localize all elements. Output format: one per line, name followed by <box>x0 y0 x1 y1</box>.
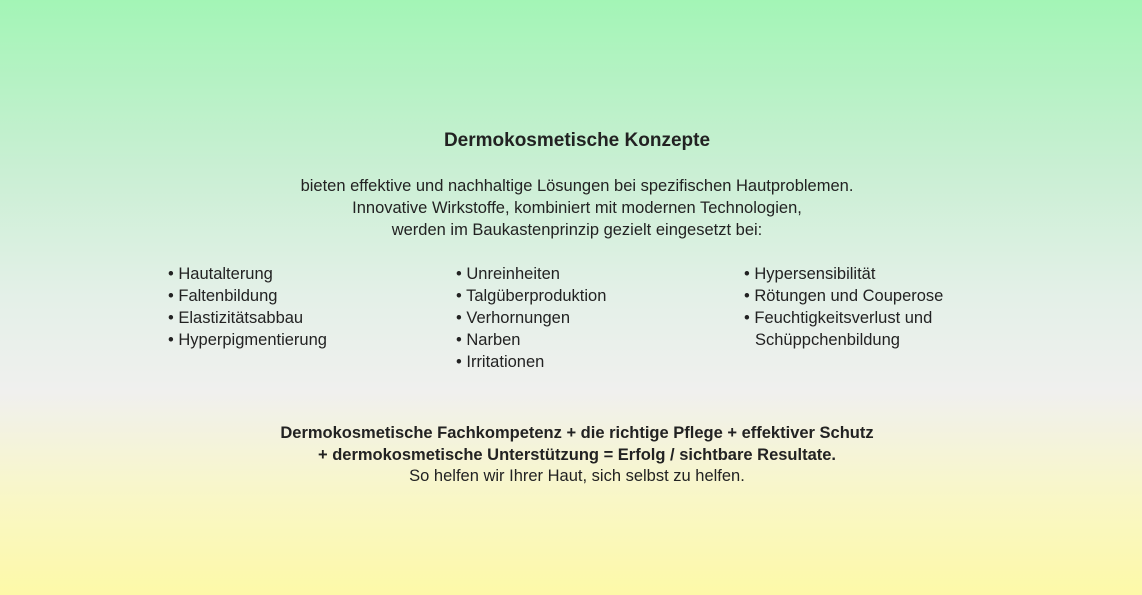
intro-line: werden im Baukastenprinzip gezielt eingesetzt bei: <box>391 221 763 239</box>
list-item: • Hyperpigmentierung <box>168 331 327 349</box>
list-item: • Elastizitätsabbau <box>168 309 304 327</box>
footer-summary <box>0 423 1142 488</box>
list-item: • Verhornungen <box>456 309 571 327</box>
list-item-continuation: Schüppchenbildung <box>755 331 900 349</box>
list-item: • Narben <box>456 331 521 349</box>
list-item: • Talgüberproduktion <box>456 287 607 305</box>
list-item: • Feuchtigkeitsverlust und <box>744 309 933 327</box>
footer-formula-line-1: Dermokosmetische Fachkompetenz + die richtige Pflege + effektiver Schutz <box>280 424 874 442</box>
list-item: • Unreinheiten <box>456 265 560 283</box>
list-item: • Hypersensibilität <box>744 265 876 283</box>
skin-concerns-column-aging <box>168 263 327 351</box>
page-title: Dermokosmetische Konzepte <box>443 130 711 151</box>
list-item: • Rötungen und Couperose <box>744 287 944 305</box>
intro-text <box>0 175 1142 241</box>
intro-line: Innovative Wirkstoffe, kombiniert mit modernen Technologien, <box>352 199 802 217</box>
list-item: • Hautalterung <box>168 265 273 283</box>
list-item: • Irritationen <box>456 353 545 371</box>
list-item: • Faltenbildung <box>168 287 278 305</box>
skin-concerns-column-sensitivity <box>744 263 943 351</box>
skin-concerns-column-impurities <box>456 263 606 373</box>
footer-tagline: So helfen wir Ihrer Haut, sich selbst zu helfen. <box>409 467 745 485</box>
footer-formula-line-2: + dermokosmetische Unterstützung = Erfolg / sichtbare Resultate. <box>317 445 837 464</box>
intro-line: bieten effektive und nachhaltige Lösungen bei spezifischen Hautproblemen. <box>300 177 854 195</box>
